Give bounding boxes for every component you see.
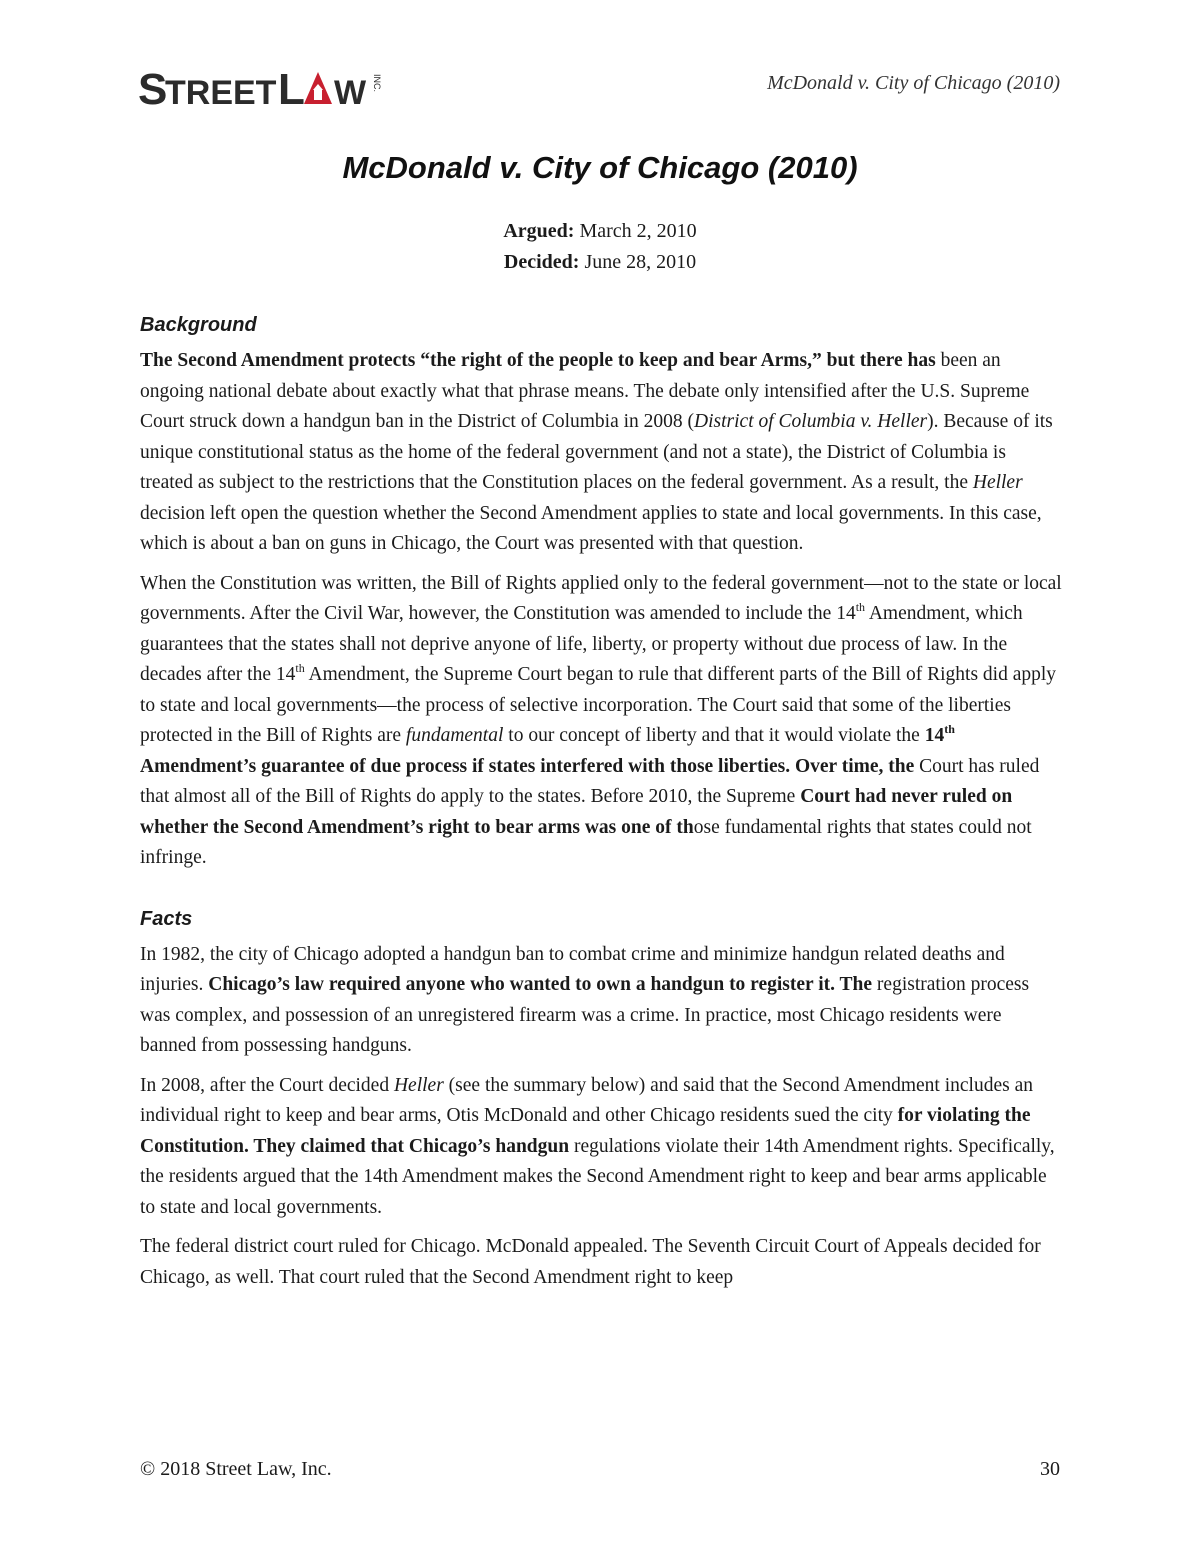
case-reference: Heller — [972, 472, 1023, 493]
text-span: for violating the Constitution. They claimed that Chicago’s handgun — [140, 1105, 1031, 1157]
decided-label: Decided: — [503, 251, 580, 273]
svg-text:S: S — [138, 65, 168, 114]
superscript-bold: th — [944, 722, 955, 736]
text-span: Chicago’s law required anyone who wanted to own a handgun to register it. The — [208, 974, 873, 995]
page-title: McDonald v. City of Chicago (2010) — [342, 150, 858, 185]
decided-value: June 28, 2010 — [584, 251, 697, 273]
argued-line — [0, 216, 1200, 247]
svg-text:INC.: INC. — [372, 74, 382, 92]
svg-text:TREET: TREET — [165, 74, 277, 112]
text-span: Amendment, which guarantees that the states shall not deprive anyone of life, liberty, or property without due process of law. In the decades after the 14 — [140, 603, 1023, 685]
text-span: Court has ruled that almost all of the Bill of Rights do apply to the states. Before 2010, the Supreme — [140, 755, 1040, 807]
text-span: 14 — [924, 725, 945, 746]
street-law-logo — [138, 62, 388, 114]
emphasis-term: fundamental — [405, 725, 504, 746]
document-body — [140, 310, 1062, 1302]
superscript — [944, 722, 955, 736]
text-span: Amendment’s guarantee of due process if states interfered with those liberties. Over time, the — [140, 755, 915, 777]
running-header-title: McDonald v. City of Chicago (2010) — [767, 72, 1060, 94]
facts-paragraph-2 — [140, 1071, 1062, 1224]
footer-copyright: © 2018 Street Law, Inc. — [140, 1458, 332, 1480]
superscript: th — [295, 661, 305, 675]
text-span: decision left open the question whether the Second Amendment applies to state and local governments. In this case, which is about a ban on guns in Chicago, the Court was presented with that question. — [140, 502, 1042, 554]
background-heading: Background — [140, 314, 257, 336]
case-reference: Heller — [393, 1074, 444, 1096]
superscript: th — [855, 600, 866, 614]
facts-heading: Facts — [140, 907, 193, 930]
text-span: Amendment, the Supreme Court began to rule that different parts of the Bill of Rights did apply to state and local governments—the process of selective incorporation. The Court said that some of the liberties protected in the Bill of Rights are — [140, 664, 1057, 746]
case-citation: District of Columbia v. Heller — [694, 411, 928, 432]
text-span: registration process was complex, and possession of an unregistered firearm was a crime. In practice, most Chicago residents were banned from possessing handguns. — [140, 974, 1030, 1056]
argued-label: Argued: — [503, 220, 575, 242]
background-paragraph-1 — [140, 346, 1062, 560]
text-span: ose fundamental rights that states could not infringe. — [140, 816, 1032, 868]
text-span: been an ongoing national debate about exactly what that phrase means. The debate only intensified after the U.S. Supreme Court struck down a handgun ban in the District of Columbia in 2008 ( — [140, 350, 1030, 432]
svg-text:W: W — [334, 74, 367, 112]
text-span: The Second Amendment protects “the right of the people to keep and bear Arms,” but there has — [140, 350, 936, 371]
svg-text:L: L — [278, 65, 305, 114]
text-span: When the Constitution was written, the Bill of Rights applied only to the federal government—not to the state or local governments. After the Civil War, however, the Constitution was amended to include the 14 — [140, 572, 1062, 624]
text-span: to our concept of liberty and that it would violate the — [503, 725, 925, 746]
text-span: ). Because of its unique constitutional status as the home of the federal government (and not a state), the District of Columbia is treated as subject to the restrictions that the Constitution places on the federal government. As a result, the — [140, 411, 1053, 493]
text-span: (see the summary below) and said that the Second Amendment includes an individual right to keep and bear arms, Otis McDonald and other Chicago residents sued the city — [140, 1074, 1033, 1126]
argued-value: March 2, 2010 — [579, 220, 697, 242]
text-span: regulations violate their 14th Amendment rights. Specifically, the residents argued that the 14th Amendment makes the Second Amendment right to keep and bear arms applicable to state and local governments. — [140, 1135, 1055, 1218]
logo-graphic — [138, 62, 388, 114]
facts-paragraph-1 — [140, 940, 1062, 1062]
background-paragraph-2 — [140, 569, 1062, 874]
text-span: Court had never ruled on whether the Second Amendment’s right to bear arms was one of th — [140, 786, 1013, 838]
text-span: In 2008, after the Court decided — [140, 1074, 394, 1096]
text-span: In 1982, the city of Chicago adopted a handgun ban to combat crime and minimize handgun related deaths and injuries. — [140, 943, 1005, 995]
facts-paragraph-3: The federal district court ruled for Chicago. McDonald appealed. The Seventh Circuit Court of Appeals decided for Chicago, as well. That court ruled that the Second Amendment right to keep — [140, 1236, 1041, 1288]
case-dates — [0, 216, 1200, 278]
footer-page-number: 30 — [1040, 1458, 1060, 1480]
decided-line — [0, 247, 1200, 278]
